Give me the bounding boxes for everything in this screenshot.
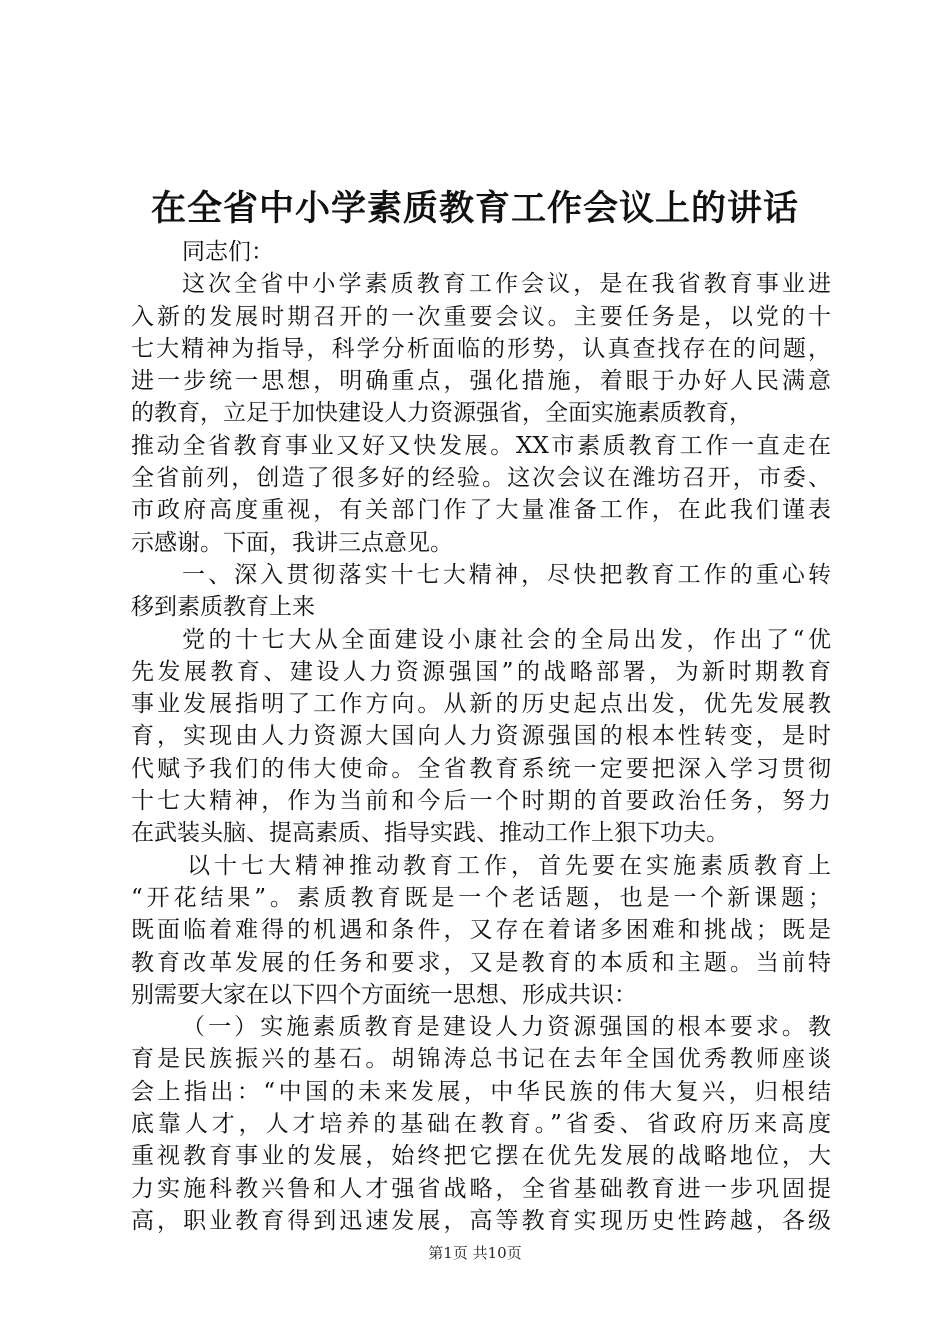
text-line: 既面临着难得的机遇和条件，又存在着诸多困难和挑战；既是 <box>131 917 831 944</box>
section-heading-line: 一、深入贯彻落实十七大精神，尽快把教育工作的重心转 <box>182 561 831 588</box>
text-line: 在武装头脑、提高素质、指导实践、推动工作上狠下功夫。 <box>131 820 729 847</box>
text-line: “开花结果”。素质教育既是一个老话题，也是一个新课题； <box>131 884 831 911</box>
text-line-greeting: 同志们： <box>182 239 274 265</box>
text-line: 党的十七大从全面建设小康社会的全局出发，作出了“优 <box>182 626 831 653</box>
text-line: 十七大精神，作为当前和今后一个时期的首要政治任务，努力 <box>131 788 831 815</box>
text-line: 以十七大精神推动教育工作，首先要在实施素质教育上 <box>187 852 831 879</box>
text-line: 别需要大家在以下四个方面统一思想、形成共识： <box>131 981 637 1008</box>
text-line: 教育改革发展的任务和要求，又是教育的本质和主题。当前特 <box>131 949 831 976</box>
page-number-footer: 第1页 共10页 <box>428 1244 522 1262</box>
subsection-line: （一）实施素质教育是建设人力资源强国的根本要求。教 <box>182 1014 831 1041</box>
text-line: 先发展教育、建设人力资源强国”的战略部署，为新时期教育 <box>131 658 831 685</box>
document-body <box>131 236 831 1237</box>
text-line: 七大精神为指导，科学分析面临的形势，认真查找存在的问题， <box>131 335 831 362</box>
text-line: 事业发展指明了工作方向。从新的历史起点出发，优先发展教 <box>131 691 831 718</box>
text-line: 全省前列，创造了很多好的经验。这次会议在潍坊召开，市委、 <box>131 465 831 492</box>
text-line: 的教育，立足于加快建设人力资源强省，全面实施素质教育， <box>131 400 752 427</box>
text-line: 重视教育事业的发展，始终把它摆在优先发展的战略地位，大 <box>131 1143 831 1170</box>
text-line: 高，职业教育得到迅速发展，高等教育实现历史性跨越，各级 <box>131 1207 831 1234</box>
text-line: 底靠人才，人才培养的基础在教育。”省委、省政府历来高度 <box>131 1111 831 1138</box>
text-line: 入新的发展时期召开的一次重要会议。主要任务是，以党的十 <box>131 303 831 330</box>
text-line: 育，实现由人力资源大国向人力资源强国的根本性转变，是时 <box>131 723 831 750</box>
text-line: 代赋予我们的伟大使命。全省教育系统一定要把深入学习贯彻 <box>131 755 831 782</box>
text-line: 这次全省中小学素质教育工作会议，是在我省教育事业进 <box>182 271 831 298</box>
text-line: 示感谢。下面，我讲三点意见。 <box>131 529 453 556</box>
document-title: 在全省中小学素质教育工作会议上的讲话 <box>150 188 799 229</box>
text-line: 市政府高度重视，有关部门作了大量准备工作，在此我们谨表 <box>131 497 831 524</box>
text-line: 力实施科教兴鲁和人才强省战略，全省基础教育进一步巩固提 <box>131 1175 831 1202</box>
section-heading-line: 移到素质教育上来 <box>131 594 315 621</box>
text-line: 推动全省教育事业又好又快发展。XX市素质教育工作一直走在 <box>131 432 831 459</box>
text-line: 进一步统一思想，明确重点，强化措施，着眼于办好人民满意 <box>131 368 831 395</box>
text-line: 育是民族振兴的基石。胡锦涛总书记在去年全国优秀教师座谈 <box>131 1046 831 1073</box>
text-line: 会上指出：“中国的未来发展，中华民族的伟大复兴，归根结 <box>131 1078 831 1105</box>
